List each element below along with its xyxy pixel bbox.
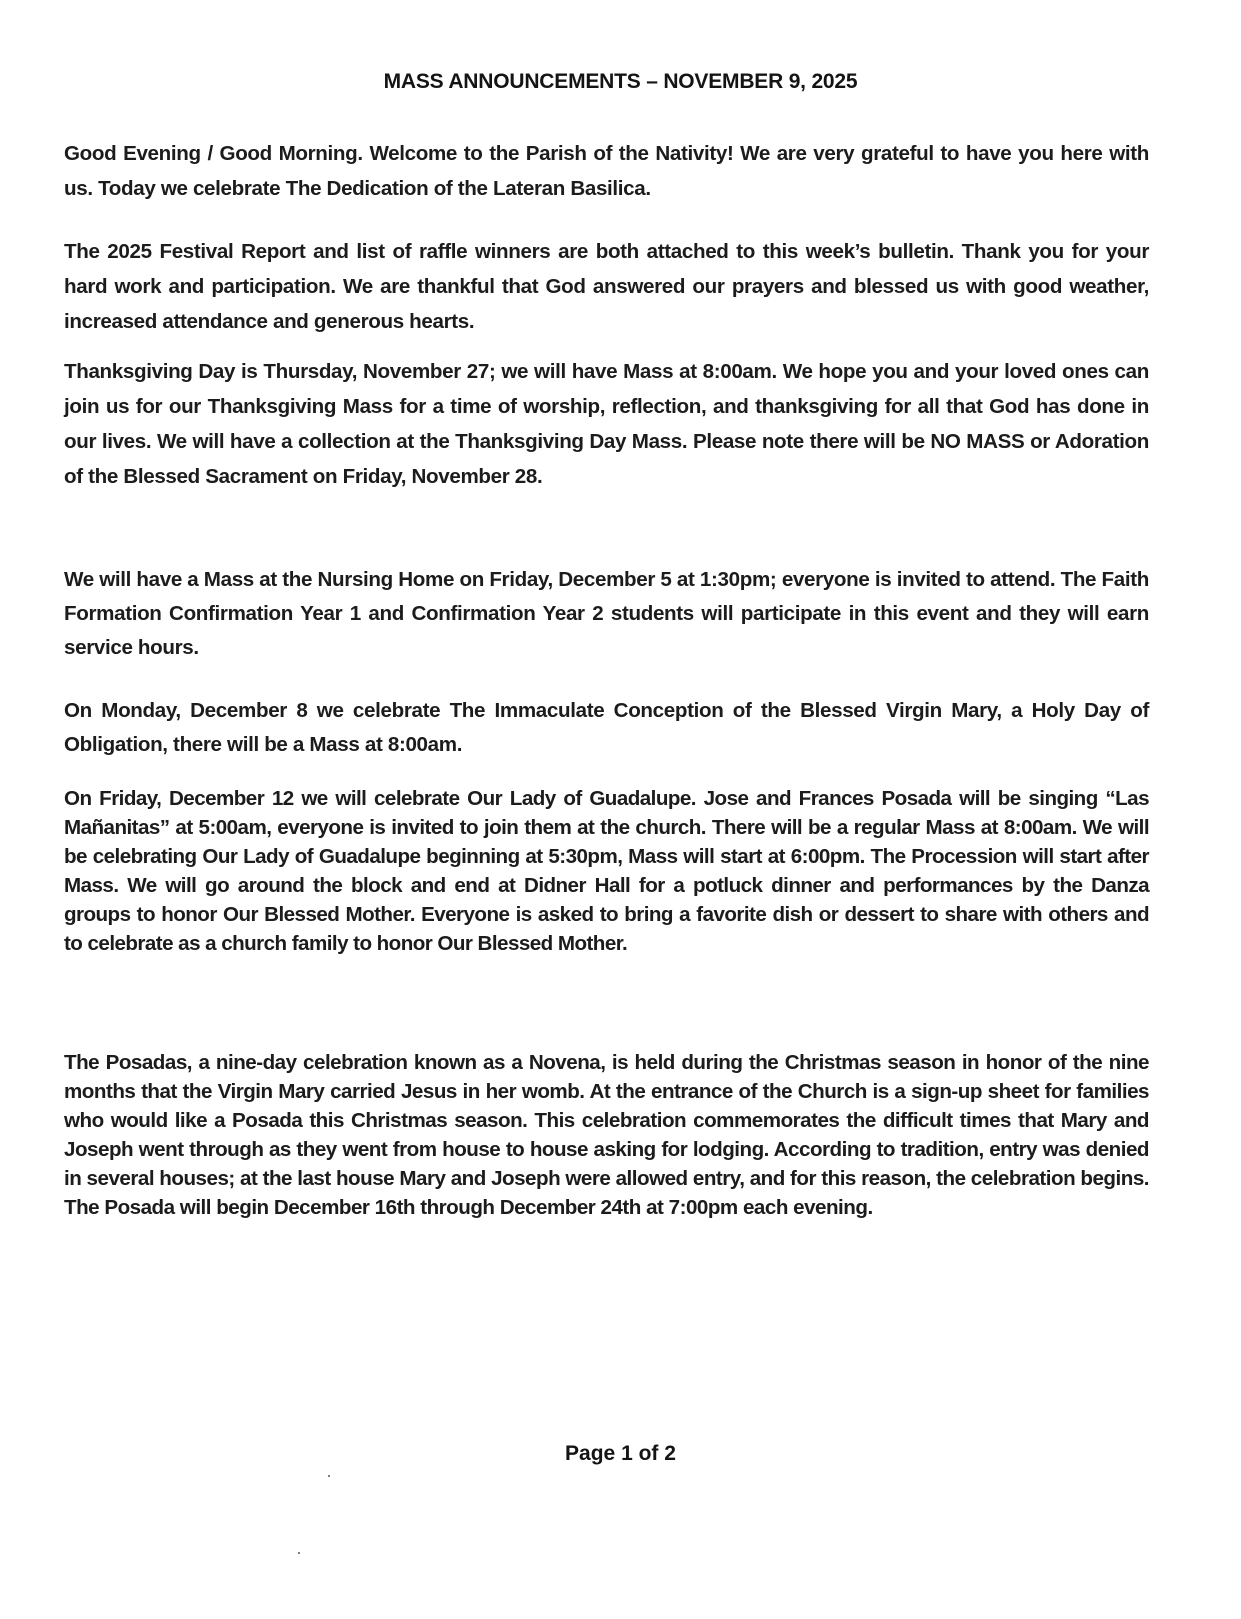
scan-speck: [328, 1475, 330, 1477]
paragraph-festival-report: The 2025 Festival Report and list of raffle winners are both attached to this week’s bulletin. Thank you for your hard work and participation. We are thankful that God answered our prayers and blessed us with good weather, increased attendance and generous hearts.: [64, 240, 1149, 333]
paragraph-posadas: The Posadas, a nine-day celebration known as a Novena, is held during the Christmas season in honor of the nine months that the Virgin Mary carried Jesus in her womb. At the entrance of the Church is a sign-up sheet for families who would like a Posada this Christmas season. This celebration commemorates the difficult times that Mary and Joseph went through as they went from house to house asking for lodging. According to tradition, entry was denied in several houses; at the last house Mary and Joseph were allowed entry, and for this reason, the celebration begins. The Posada will begin December 16th through December 24th at 7:00pm each evening.: [64, 1051, 1149, 1219]
page-number-label: Page 1 of 2: [565, 1442, 676, 1465]
paragraph-immaculate-conception: On Monday, December 8 we celebrate The Immaculate Conception of the Blessed Virgin Mary, a Holy Day of Obligation, there will be a Mass at 8:00am.: [64, 699, 1149, 756]
document-title: MASS ANNOUNCEMENTS – NOVEMBER 9, 2025: [383, 70, 858, 93]
paragraph-nursing-home-mass: We will have a Mass at the Nursing Home on Friday, December 5 at 1:30pm; everyone is invited to attend. The Faith Formation Confirmation Year 1 and Confirmation Year 2 students will participate in this event and they will earn service hours.: [64, 568, 1149, 659]
paragraph-thanksgiving: Thanksgiving Day is Thursday, November 27; we will have Mass at 8:00am. We hope you and your loved ones can join us for our Thanksgiving Mass for a time of worship, reflection, and thanksgiving for all that God has done in our lives. We will have a collection at the Thanksgiving Day Mass. Please note there will be NO MASS or Adoration of the Blessed Sacrament on Friday, November 28.: [64, 360, 1149, 488]
paragraph-welcome: Good Evening / Good Morning. Welcome to the Parish of the Nativity! We are very grateful to have you here with us. Today we celebrate The Dedication of the Lateran Basilica.: [64, 142, 1149, 200]
paragraph-our-lady-of-guadalupe: On Friday, December 12 we will celebrate Our Lady of Guadalupe. Jose and Frances Posada will be singing “Las Mañanitas” at 5:00am, everyone is invited to join them at the church. There will be a regular Mass at 8:00am. We will be celebrating Our Lady of Guadalupe beginning at 5:30pm, Mass will start at 6:00pm. The Procession will start after Mass. We will go around the block and end at Didner Hall for a potluck dinner and performances by the Danza groups to honor Our Blessed Mother. Everyone is asked to bring a favorite dish or dessert to share with others and to celebrate as a church family to honor Our Blessed Mother.: [64, 787, 1149, 955]
scan-speck: [298, 1552, 300, 1554]
page-number-footer: [0, 1442, 1241, 1466]
